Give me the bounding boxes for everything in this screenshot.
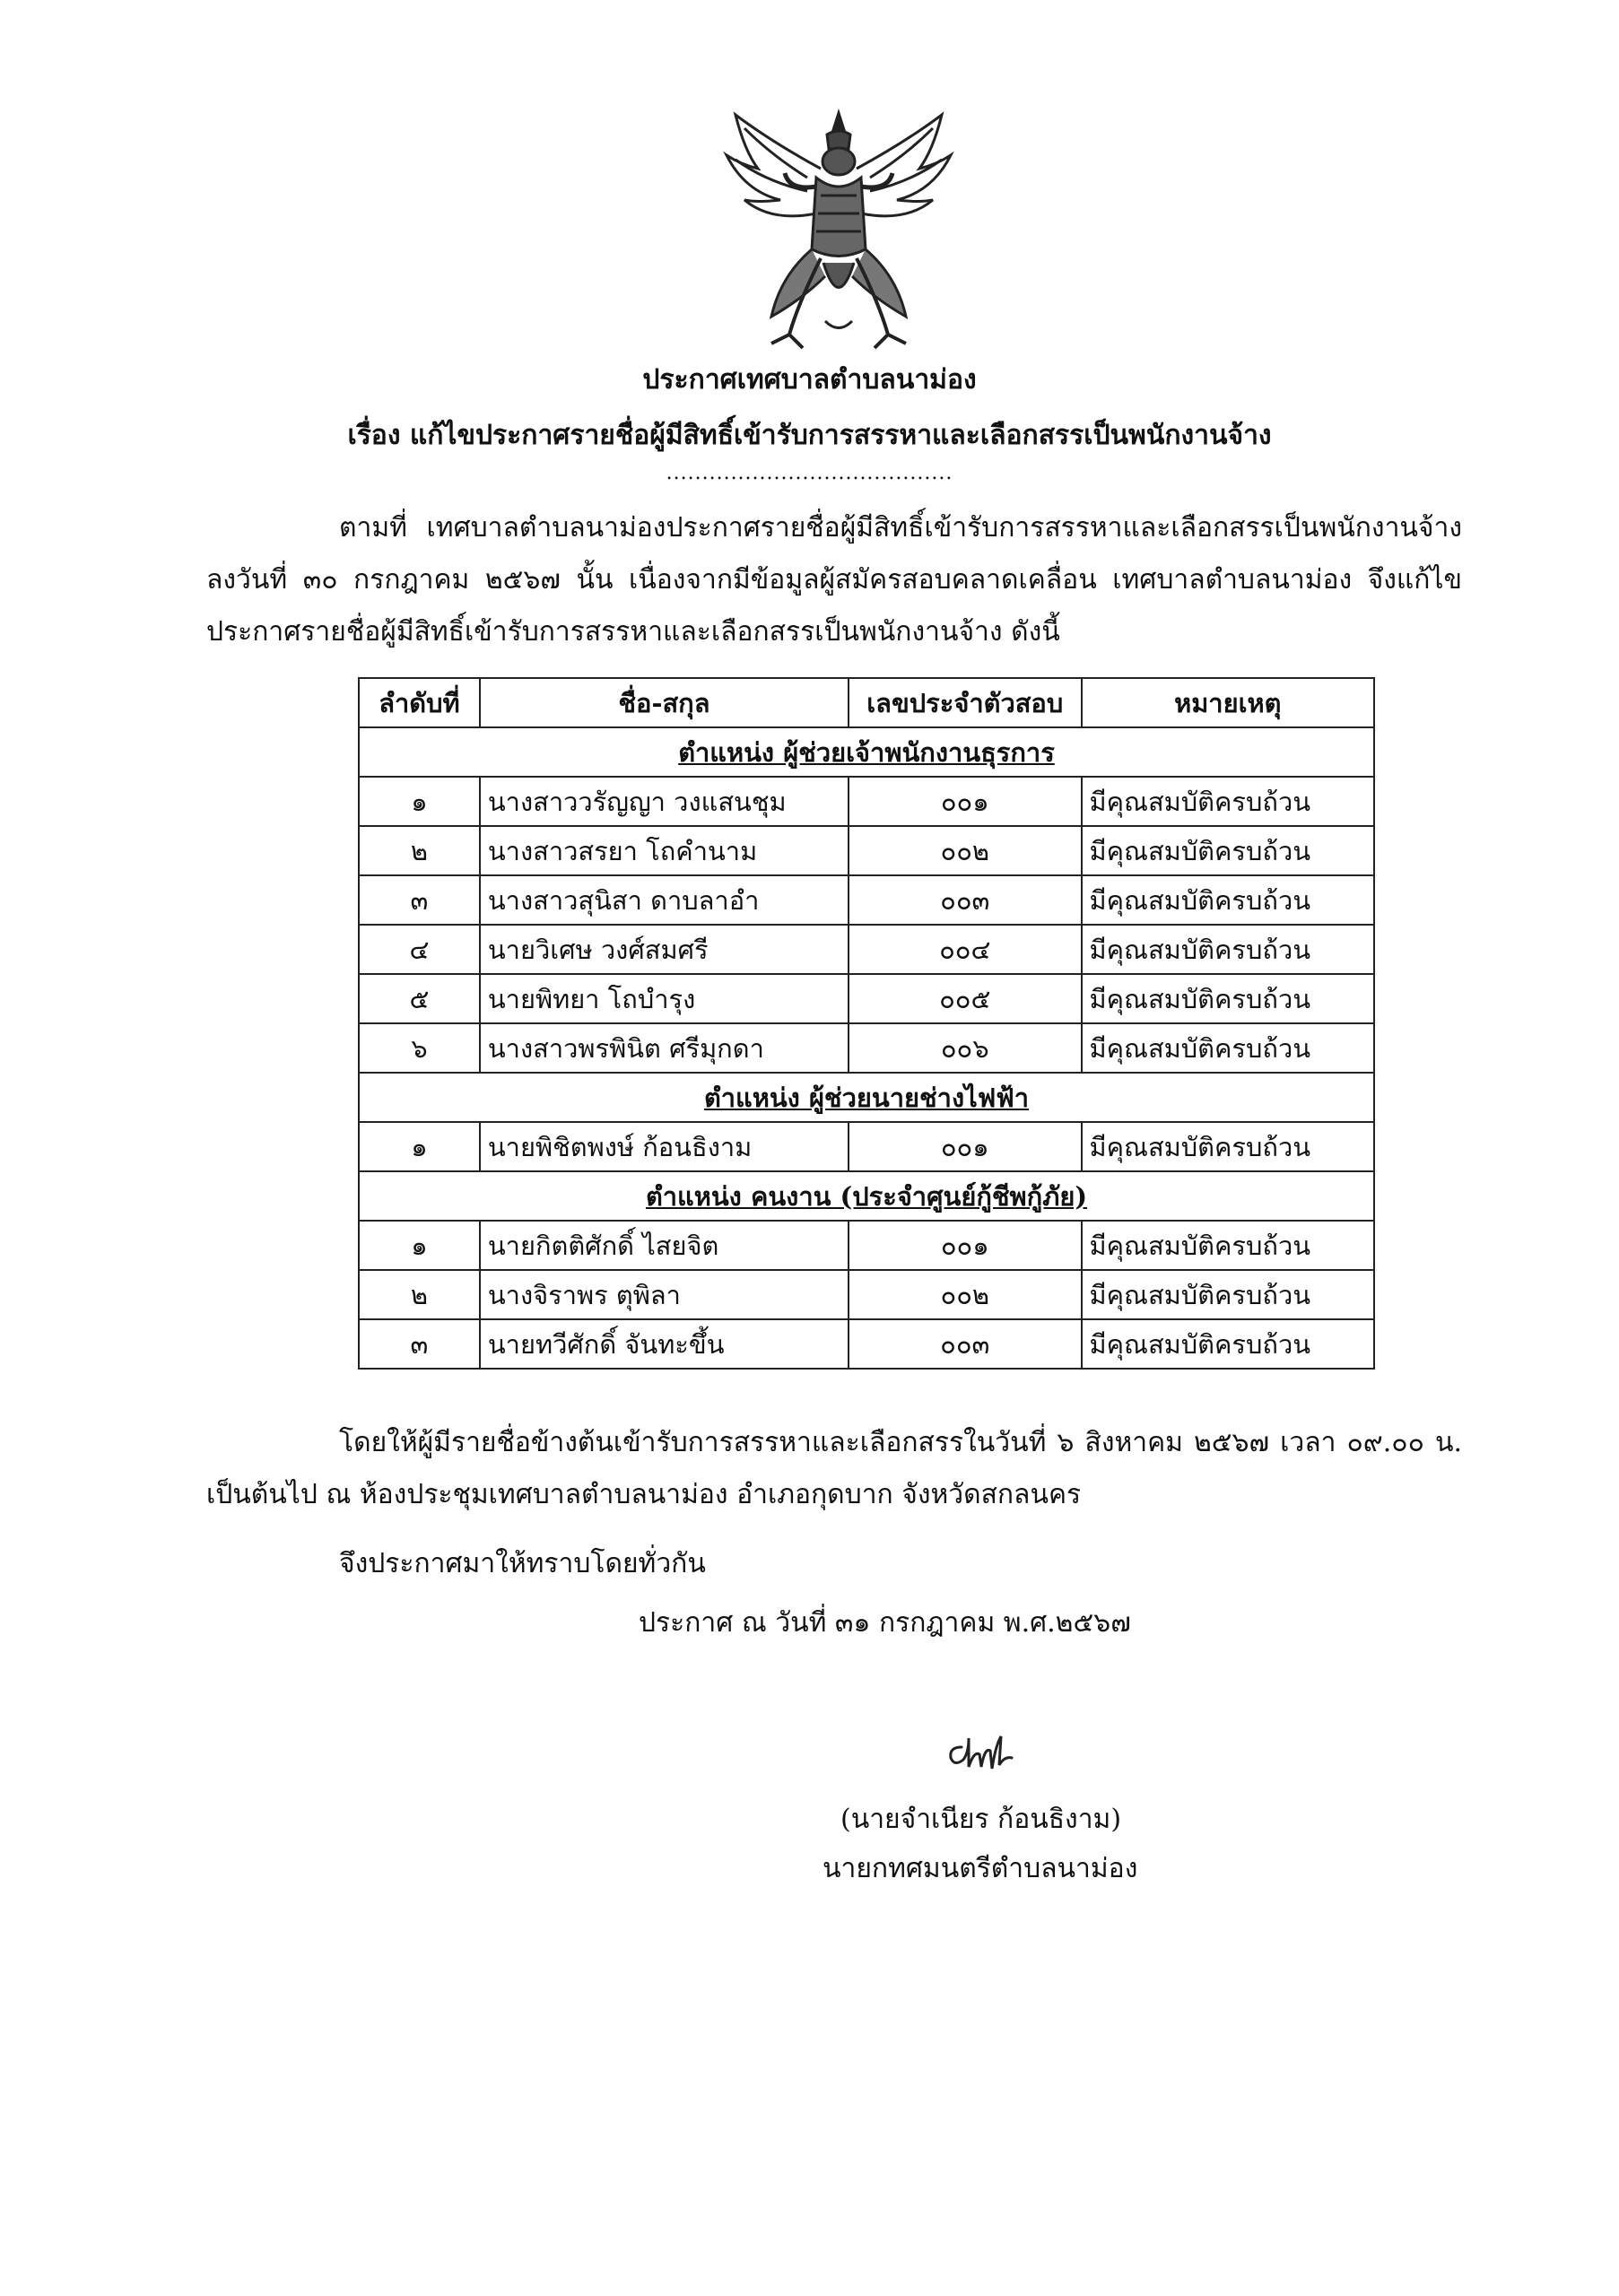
cell-remark: มีคุณสมบัติครบถ้วน — [1082, 1122, 1374, 1171]
table-header-row — [359, 678, 1374, 727]
cell-exam-id: ๐๐๒ — [849, 1270, 1082, 1319]
cell-order: ๕ — [359, 974, 480, 1023]
table-row — [359, 1221, 1374, 1270]
cell-exam-id: ๐๐๖ — [849, 1023, 1082, 1073]
announcement-date: ประกาศ ณ วันที่ ๓๑ กรกฎาคม พ.ศ.๒๕๖๗ — [639, 1607, 1131, 1639]
cell-exam-id: ๐๐๑ — [849, 1221, 1082, 1270]
cell-order: ๒ — [359, 1270, 480, 1319]
table-row — [359, 1270, 1374, 1319]
cell-order: ๒ — [359, 826, 480, 875]
cell-remark: มีคุณสมบัติครบถ้วน — [1082, 1023, 1374, 1073]
header-name: ชื่อ-สกุล — [480, 678, 849, 727]
intro-text: ตามที่ เทศบาลตำบลนาม่องประกาศรายชื่อผู้มีสิทธิ์เข้ารับการสรรหาและเลือกสรรเป็นพนักงานจ้าง ลงวันที่ ๓๐ กรกฎาคม ๒๕๖๗ นั้น เนื่องจากมีข้อมูลผู้สมัครสอบคลาดเคลื่อน เทศบาลตำบลนาม่อง จึงแก้ไขประกาศรายชื่อผู้มีสิทธิ์เข้ารับการสรรหาและเลือกสรรเป็นพนักงานจ้าง ดังนี้ — [206, 512, 1462, 648]
cell-remark: มีคุณสมบัติครบถ้วน — [1082, 1319, 1374, 1369]
section-title: ตำแหน่ง ผู้ช่วยเจ้าพนักงานธุรการ — [359, 727, 1374, 777]
cell-remark: มีคุณสมบัติครบถ้วน — [1082, 925, 1374, 974]
cell-order: ๓ — [359, 875, 480, 925]
handwritten-signature-icon — [942, 1711, 1023, 1774]
cell-name: นางสาวสรยา โถคำนาม — [480, 826, 849, 875]
table-row — [359, 826, 1374, 875]
cell-name: นางจิราพร ตุพิลา — [480, 1270, 849, 1319]
schedule-text: โดยให้ผู้มีรายชื่อข้างต้นเข้ารับการสรรหาและเลือกสรรในวันที่ ๖ สิงหาคม ๒๕๖๗ เวลา ๐๙.๐๐ น. เป็นต้นไป ณ ห้องประชุมเทศบาลตำบลนาม่อง อำเภอกุดบาก จังหวัดสกลนคร — [206, 1427, 1462, 1510]
cell-remark: มีคุณสมบัติครบถ้วน — [1082, 777, 1374, 826]
cell-order: ๑ — [359, 1221, 480, 1270]
table-row — [359, 974, 1374, 1023]
table-row — [359, 1319, 1374, 1369]
schedule-paragraph — [206, 1417, 1462, 1521]
cell-name: นายพิชิตพงษ์ ก้อนธิงาม — [480, 1122, 849, 1171]
cell-name: นายกิตติศักดิ์ ไสยจิต — [480, 1221, 849, 1270]
cell-order: ๑ — [359, 777, 480, 826]
closing-text: จึงประกาศมาให้ทราบโดยทั่วกัน — [339, 1548, 706, 1579]
cell-order: ๓ — [359, 1319, 480, 1369]
cell-exam-id: ๐๐๑ — [849, 777, 1082, 826]
cell-remark: มีคุณสมบัติครบถ้วน — [1082, 1221, 1374, 1270]
cell-name: นายวิเศษ วงศ์สมศรี — [480, 925, 849, 974]
table-row — [359, 777, 1374, 826]
table-row — [359, 875, 1374, 925]
table-row — [359, 1122, 1374, 1171]
table-row — [359, 1023, 1374, 1073]
cell-exam-id: ๐๐๑ — [849, 1122, 1082, 1171]
announcement-subject: เรื่อง แก้ไขประกาศรายชื่อผู้มีสิทธิ์เข้ารับการสรรหาและเลือกสรรเป็นพนักงานจ้าง — [347, 420, 1272, 451]
section-title: ตำแหน่ง คนงาน (ประจำศูนย์กู้ชีพกู้ภัย) — [359, 1171, 1374, 1221]
cell-remark: มีคุณสมบัติครบถ้วน — [1082, 1270, 1374, 1319]
title-separator: ........................................ — [666, 462, 953, 484]
cell-name: นายทวีศักดิ์ จันทะขึ้น — [480, 1319, 849, 1369]
cell-exam-id: ๐๐๓ — [849, 875, 1082, 925]
signatory-name: (นายจำเนียร ก้อนธิงาม) — [840, 1804, 1122, 1835]
cell-name: นายพิทยา โถบำรุง — [480, 974, 849, 1023]
cell-name: นางสาวสุนิสา ดาบลาอำ — [480, 875, 849, 925]
header-exam-id: เลขประจำตัวสอบ — [849, 678, 1082, 727]
cell-order: ๑ — [359, 1122, 480, 1171]
cell-remark: มีคุณสมบัติครบถ้วน — [1082, 974, 1374, 1023]
header-order: ลำดับที่ — [359, 678, 480, 727]
cell-name: นางสาววรัญญา วงแสนชุม — [480, 777, 849, 826]
cell-order: ๔ — [359, 925, 480, 974]
cell-exam-id: ๐๐๓ — [849, 1319, 1082, 1369]
section-title: ตำแหน่ง ผู้ช่วยนายช่างไฟฟ้า — [359, 1073, 1374, 1122]
candidate-table — [358, 677, 1375, 1370]
header-remark: หมายเหตุ — [1082, 678, 1374, 727]
announcement-title: ประกาศเทศบาลตำบลนาม่อง — [642, 364, 977, 396]
cell-order: ๖ — [359, 1023, 480, 1073]
cell-remark: มีคุณสมบัติครบถ้วน — [1082, 826, 1374, 875]
section-row — [359, 1073, 1374, 1122]
cell-remark: มีคุณสมบัติครบถ้วน — [1082, 875, 1374, 925]
cell-exam-id: ๐๐๔ — [849, 925, 1082, 974]
section-row — [359, 1171, 1374, 1221]
section-row — [359, 727, 1374, 777]
garuda-emblem-icon — [718, 106, 960, 361]
cell-exam-id: ๐๐๒ — [849, 826, 1082, 875]
table-row — [359, 925, 1374, 974]
cell-exam-id: ๐๐๕ — [849, 974, 1082, 1023]
cell-name: นางสาวพรพินิต ศรีมุกดา — [480, 1023, 849, 1073]
intro-paragraph — [206, 502, 1462, 658]
signatory-position: นายกทศมนตรีตำบลนาม่อง — [823, 1853, 1138, 1884]
